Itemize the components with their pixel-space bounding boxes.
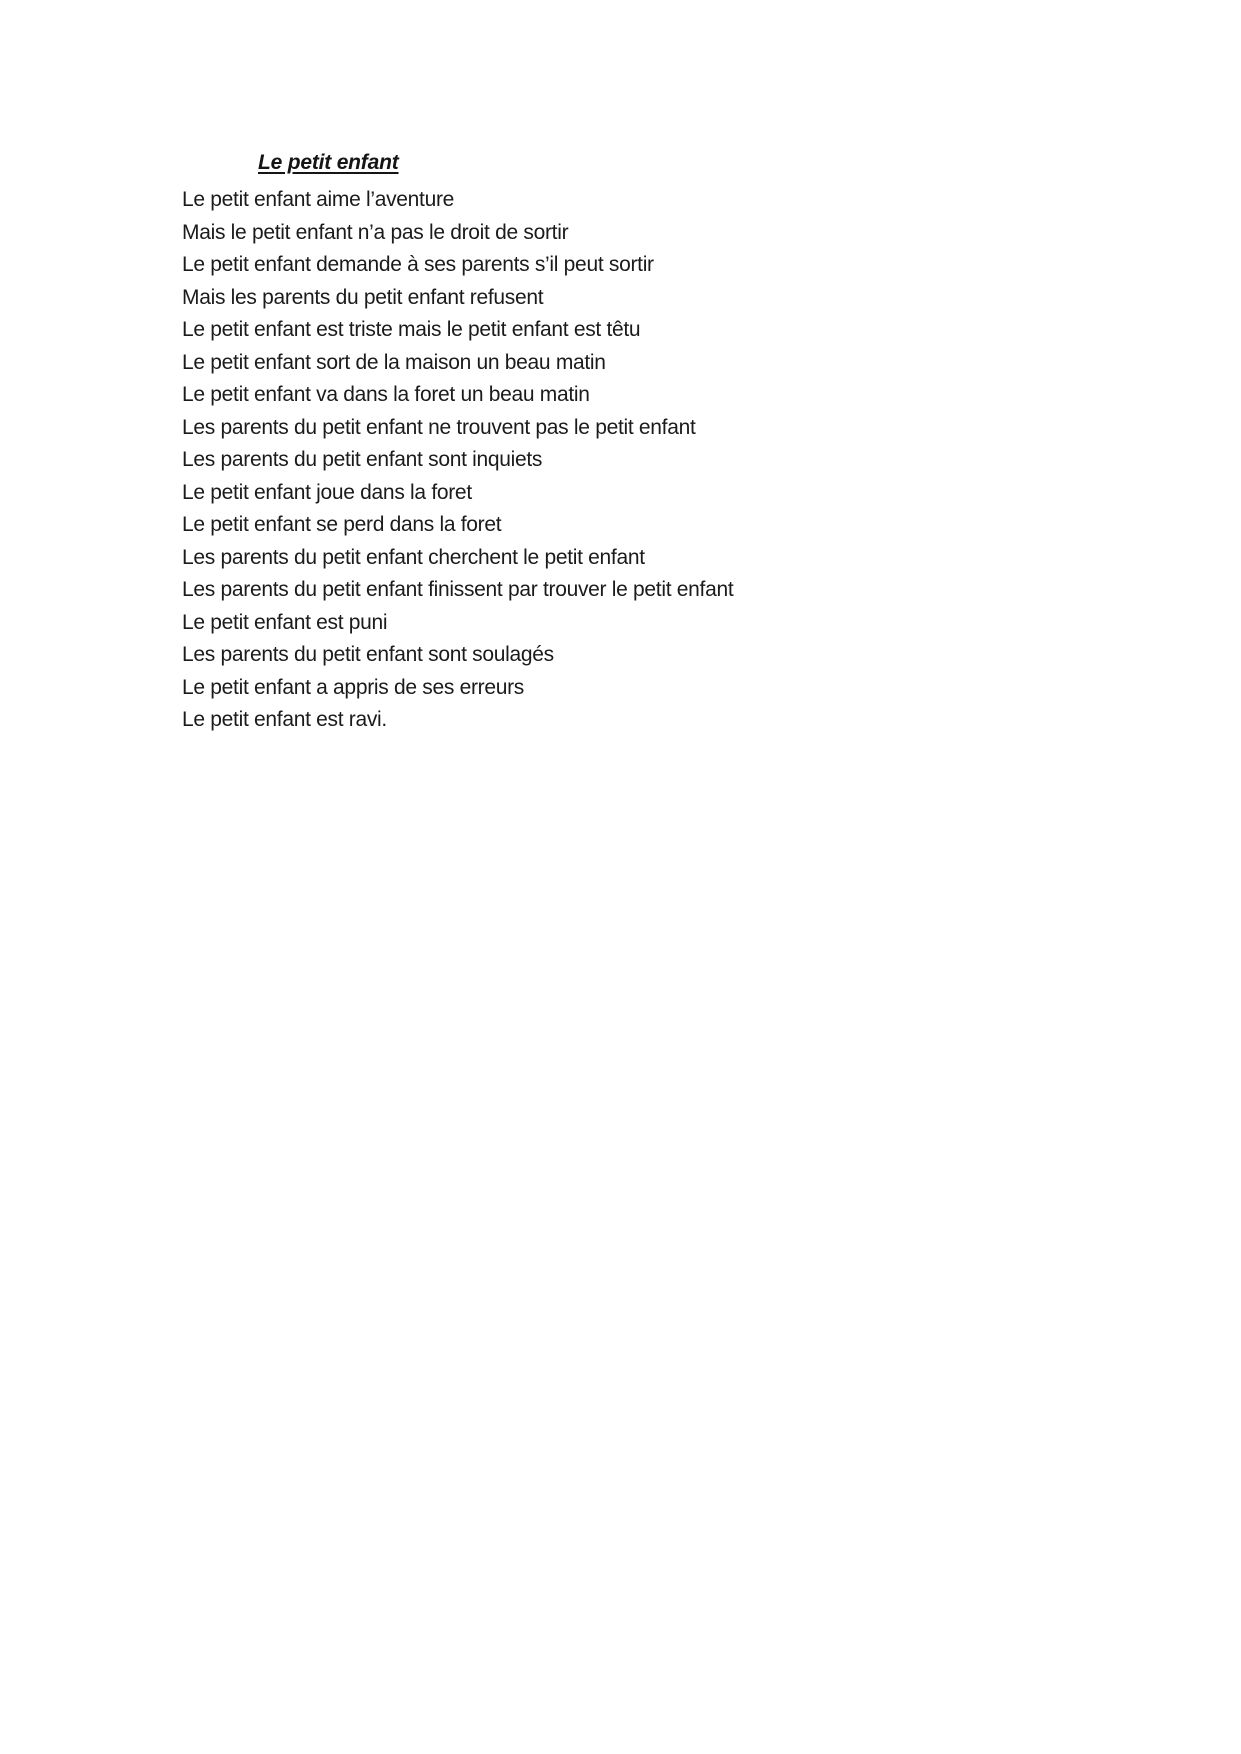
text-line: Les parents du petit enfant cherchent le petit enfant <box>182 545 645 569</box>
text-line: Le petit enfant sort de la maison un beau matin <box>182 350 606 374</box>
text-line: Le petit enfant a appris de ses erreurs <box>182 675 525 699</box>
text-line: Le petit enfant demande à ses parents s’il peut sortir <box>182 253 654 276</box>
text-line: Les parents du petit enfant finissent par trouver le petit enfant <box>182 578 734 601</box>
text-line: Le petit enfant joue dans la foret <box>182 480 472 504</box>
document-title: Le petit enfant <box>258 151 399 174</box>
text-line: Les parents du petit enfant sont soulagés <box>182 643 554 666</box>
text-line: Le petit enfant se perd dans la foret <box>182 513 502 536</box>
text-line: Mais les parents du petit enfant refusent <box>182 285 544 309</box>
text-line: Le petit enfant est puni <box>182 610 388 634</box>
text-line: Les parents du petit enfant ne trouvent pas le petit enfant <box>182 415 696 439</box>
text-line: Le petit enfant va dans la foret un beau matin <box>182 383 590 406</box>
text-line: Le petit enfant est triste mais le petit enfant est têtu <box>182 318 641 341</box>
text-line: Le petit enfant est ravi. <box>182 708 387 731</box>
text-line: Les parents du petit enfant sont inquiets <box>182 448 543 471</box>
text-line: Le petit enfant aime l’aventure <box>182 188 455 211</box>
document-body <box>182 184 1082 737</box>
text-line: Mais le petit enfant n’a pas le droit de sortir <box>182 220 569 244</box>
